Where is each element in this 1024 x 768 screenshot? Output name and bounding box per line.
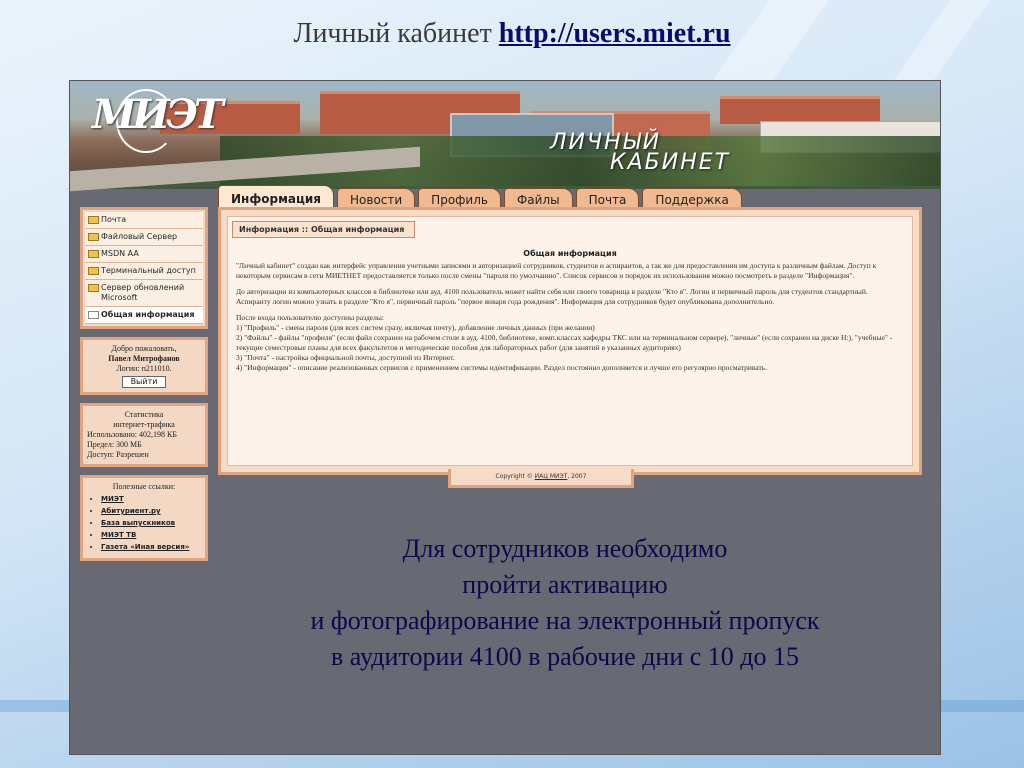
content-panel xyxy=(218,207,922,475)
cabinet-screenshot xyxy=(69,80,941,755)
link-abiturient[interactable]: • Абитуриент.ру xyxy=(101,506,201,516)
copyright-link[interactable]: ИАЦ МИЭТ xyxy=(534,473,568,480)
cabinet-brand xyxy=(550,130,731,175)
sidebar-item-label: Файловый Сервер xyxy=(101,232,178,241)
copyright-suffix: , 2007 xyxy=(567,473,587,480)
list-item: 2) "Файлы" - файлы "профиля" (если файл сохранен на рабочем столе в ауд. 4100, библиотеке, комп.классах кафедры ТКС или на терминальном сервере), "личные" (если сохранен на диске Н:), "учебные" - текущие семестровые планы для всех факультетов и методические пособия для лабораторных работ (для занятий в указанных аудиториях) xyxy=(236,333,893,352)
traffic-title: Статистика xyxy=(124,410,164,419)
campus-banner xyxy=(70,81,940,189)
sidebar-item-general-info[interactable] xyxy=(85,307,203,324)
slide-title-link[interactable]: http://users.miet.ru xyxy=(498,18,731,49)
welcome-greeting: Добро пожаловать, xyxy=(111,344,177,353)
traffic-access: Доступ: Разрешен xyxy=(87,450,149,459)
copyright-footer xyxy=(448,469,634,488)
link-newspaper[interactable]: • Газета «Иная версия» xyxy=(101,542,201,552)
sidebar xyxy=(80,207,208,561)
sidebar-item-mail[interactable] xyxy=(85,212,203,229)
brand-line-1: ЛИЧНЫЙ xyxy=(550,130,662,155)
notice-line: и фотографирование на электронный пропуск xyxy=(310,606,820,635)
paragraph: После входа пользователю доступны разделы: xyxy=(236,313,384,322)
content-text xyxy=(236,261,904,373)
sidebar-item-label: Сервер обновлений Microsoft xyxy=(101,283,185,302)
list-item: 4) "Информация" - описание реализованных сервисов с применением системы идентификации. Раздел постоянно дополняется и лучше его регулярно просматривать. xyxy=(236,363,768,372)
activation-notice xyxy=(210,531,920,675)
paragraph: "Личный кабинет" создан как интерфейс управления учетными записями и авторизацией сотрудников, студентов и аспирантов, а так же для предоставления им доступа к различным файлам. Доступ к некоторым сервисам в сети МИЕТНЕТ предоставляется только после смены "пароля по умолчанию". Список сервисов и порядок их использования можно посмотреть в разделе "Информация". xyxy=(236,261,877,280)
sidebar-item-file-server[interactable] xyxy=(85,229,203,246)
traffic-used: Использовано: 402,198 КБ xyxy=(87,430,177,439)
content-heading: Общая информация xyxy=(523,249,617,258)
traffic-box xyxy=(80,403,208,467)
folder-icon xyxy=(88,284,99,292)
document-icon xyxy=(88,311,99,319)
sidebar-item-label: Почта xyxy=(101,215,127,224)
building xyxy=(720,96,880,124)
sidebar-item-label: MSDN AA xyxy=(101,249,139,258)
folder-icon xyxy=(88,267,99,275)
sidebar-item-label: Общая информация xyxy=(101,310,195,319)
link-miet-tv[interactable]: • МИЭТ ТВ xyxy=(101,530,201,540)
paragraph: До авторизации из компьютерных классов в библиотеке или ауд. 4100 пользователь может найти себя или своего товарища в разделе "Кто я". Логин и первичный пароль для студентов стандартный. Аспиранту логин можно узнать в разделе "Кто я", первичный пароль "первое января года рождения". Информация для сотрудников будет опубликована дополнительно. xyxy=(236,287,868,306)
brand-line-2: КАБИНЕТ xyxy=(610,150,731,175)
folder-icon xyxy=(88,233,99,241)
tab-news[interactable]: Новости xyxy=(337,188,415,212)
tab-files[interactable]: Файлы xyxy=(504,188,573,212)
slide-title xyxy=(0,18,1024,50)
main-tabs xyxy=(218,185,742,209)
copyright-prefix: Copyright © xyxy=(495,473,535,480)
miet-logo[interactable]: МИЭТ xyxy=(92,91,220,138)
welcome-box xyxy=(80,337,208,395)
sidebar-item-label: Терминальный доступ xyxy=(101,266,196,275)
folder-icon xyxy=(88,250,99,258)
breadcrumb: Информация :: Общая информация xyxy=(232,221,415,238)
content-inner xyxy=(227,216,913,466)
link-alumni[interactable]: • База выпускников xyxy=(101,518,201,528)
sidebar-nav xyxy=(80,207,208,329)
traffic-subtitle: интернет-трафика xyxy=(113,420,175,429)
list-item: 3) "Почта" - настройка официальной почты, доступной из Интернет. xyxy=(236,353,455,362)
sidebar-item-msdn[interactable] xyxy=(85,246,203,263)
notice-line: в аудитории 4100 в рабочие дни с 10 до 15 xyxy=(330,642,800,671)
sidebar-item-update-server[interactable] xyxy=(85,280,203,307)
links-title: Полезные ссылки: xyxy=(112,482,176,491)
list-item: 1) "Профиль" - смена пароля (для всех систем сразу, включая почту), добавление личных данных (при желании) xyxy=(236,323,595,332)
tab-support[interactable]: Поддержка xyxy=(642,188,741,212)
traffic-limit: Предел: 300 МБ xyxy=(87,440,142,449)
links-list xyxy=(101,494,201,552)
notice-line: Для сотрудников необходимо xyxy=(402,534,728,563)
folder-icon xyxy=(88,216,99,224)
sidebar-item-terminal[interactable] xyxy=(85,263,203,280)
tab-information[interactable]: Информация xyxy=(218,185,334,209)
notice-line: пройти активацию xyxy=(462,570,668,599)
user-login: Логин: п211010. xyxy=(116,364,172,373)
tab-mail[interactable]: Почта xyxy=(576,188,640,212)
link-miet[interactable]: • МИЭТ xyxy=(101,494,201,504)
useful-links-box xyxy=(80,475,208,561)
user-name: Павел Митрофанов xyxy=(108,354,180,363)
tab-profile[interactable]: Профиль xyxy=(418,188,501,212)
logout-button[interactable]: Выйти xyxy=(122,376,167,388)
slide-title-text: Личный кабинет xyxy=(293,18,492,49)
